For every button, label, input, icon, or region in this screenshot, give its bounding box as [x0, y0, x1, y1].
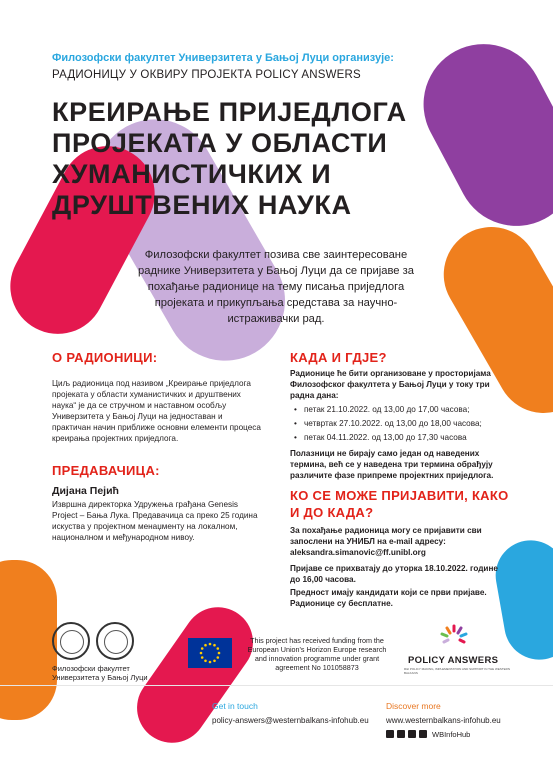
apply-text: За похађање радионица могу се пријавити сви запослени на УНИБЛ на e-mail адресу:	[290, 526, 482, 546]
policy-answers-brand: POLICY ANSWERS	[408, 655, 499, 666]
faculty-name-line-2: Универзитета у Бањој Луци	[52, 673, 148, 682]
title-line-4: ДРУШТВЕНИХ НАУКА	[52, 190, 352, 220]
faculty-seal-icon	[96, 622, 134, 660]
orange-shape-left	[0, 560, 57, 720]
footer-divider	[0, 685, 553, 686]
about-heading: О РАДИОНИЦИ:	[52, 350, 158, 365]
contact-email-link[interactable]: policy-answers@westernbalkans-infohub.eu	[212, 716, 369, 725]
intro-paragraph: Филозофски факултет позива све заинтересоване раднике Универзитета у Бањој Луци да се пријаве за похађање радионице на тему писања приједлога пројеката и прикупљања средстава за научно-истраживачки рад.	[138, 249, 414, 325]
dates-list	[292, 404, 507, 446]
when-heading: КАДА И ГДЈЕ?	[290, 350, 387, 365]
faculty-name	[52, 664, 148, 682]
apply-priority: Предност имају кандидати који се први пријаве.	[290, 588, 487, 597]
date-item: • петак 04.11.2022. од 13,00 до 17,30 часова	[292, 432, 507, 443]
apply-deadline: Пријаве се прихватају до уторка 18.10.2022. године до 16,00 часова.	[290, 564, 498, 584]
apply-free: Радионице су бесплатне.	[290, 599, 393, 608]
apply-heading-line-2: И ДО КАДА?	[290, 505, 374, 520]
policy-answers-tagline: R&I POLICY MAKING, IMPLEMENTATION AND SUPPORT IN THE WESTERN BALKANS	[404, 667, 511, 675]
about-text: Циљ радионица под називом „Креирање приједлога пројеката у области хуманистичких и друштвених наука“ је да се стручном и наставном особљу Универзитета у Бањој Луци на једноставан и практичан начин приближе основни елементи процеса креирања пројектних приједлога.	[52, 379, 261, 443]
social-row	[386, 729, 470, 739]
eu-funding-text: This project has received funding from the European Union's Horizon Europe research and innovation programme under grant agreement No 101058873	[247, 636, 387, 672]
twitter-icon[interactable]	[397, 730, 405, 738]
lecturer-heading: ПРЕДАВАЧИЦА:	[52, 463, 160, 478]
when-note: Полазници не бирају само један од наведених термина, већ се у наведена три термина обрађују различите фазе припреме пројектних приједлога.	[290, 449, 494, 480]
blue-shape-right	[490, 535, 553, 665]
eu-flag-icon	[188, 638, 232, 668]
youtube-icon[interactable]	[419, 730, 427, 738]
apply-heading-line-1: КО СЕ МОЖЕ ПРИЈАВИТИ, КАКО	[290, 488, 509, 503]
date-item: • четвртак 27.10.2022. од 13,00 до 18,00 часова;	[292, 418, 507, 429]
title-line-3: ХУМАНИСТИЧКИХ И	[52, 159, 332, 189]
discover-more-label: Discover more	[386, 701, 441, 711]
faculty-name-line-1: Филозофски факултет	[52, 664, 130, 673]
university-seal-icon	[52, 622, 90, 660]
date-item: • петак 21.10.2022. од 13,00 до 17,00 часова;	[292, 404, 507, 415]
social-handle: WBInfoHub	[432, 729, 471, 739]
page-title	[52, 97, 512, 221]
lecturer-bio: Извршна директорка Удружења грађана Genesis Project – Бања Лука. Предавачица са преко 25 година искуства у пројектном менаџменту на локалном, националном и међународном нивоу.	[52, 500, 258, 542]
when-intro: Радионице ће бити организоване у просторијама Филозофског факултета у Бањој Луци у току три радна дана:	[290, 369, 491, 400]
title-line-1: КРЕИРАЊЕ ПРИЈЕДЛОГА	[52, 97, 407, 127]
linkedin-icon[interactable]	[408, 730, 416, 738]
lecturer-name: Дијана Пејић	[52, 485, 119, 497]
title-line-2: ПРОЈЕКАТА У ОБЛАСТИ	[52, 128, 388, 158]
facebook-icon[interactable]	[386, 730, 394, 738]
policy-answers-logo-icon	[436, 622, 472, 652]
website-link[interactable]: www.westernbalkans-infohub.eu	[386, 716, 501, 725]
organizer-line: Филозофски факултет Универзитета у Бањој Луци организује:	[52, 52, 394, 64]
get-in-touch-label: Get in touch	[212, 701, 258, 711]
apply-email[interactable]: aleksandra.simanovic@ff.unibl.org	[290, 548, 426, 557]
subtitle-line: РАДИОНИЦУ У ОКВИРУ ПРОЈЕКТА POLICY ANSWERS	[52, 69, 361, 81]
apply-heading	[290, 487, 509, 521]
